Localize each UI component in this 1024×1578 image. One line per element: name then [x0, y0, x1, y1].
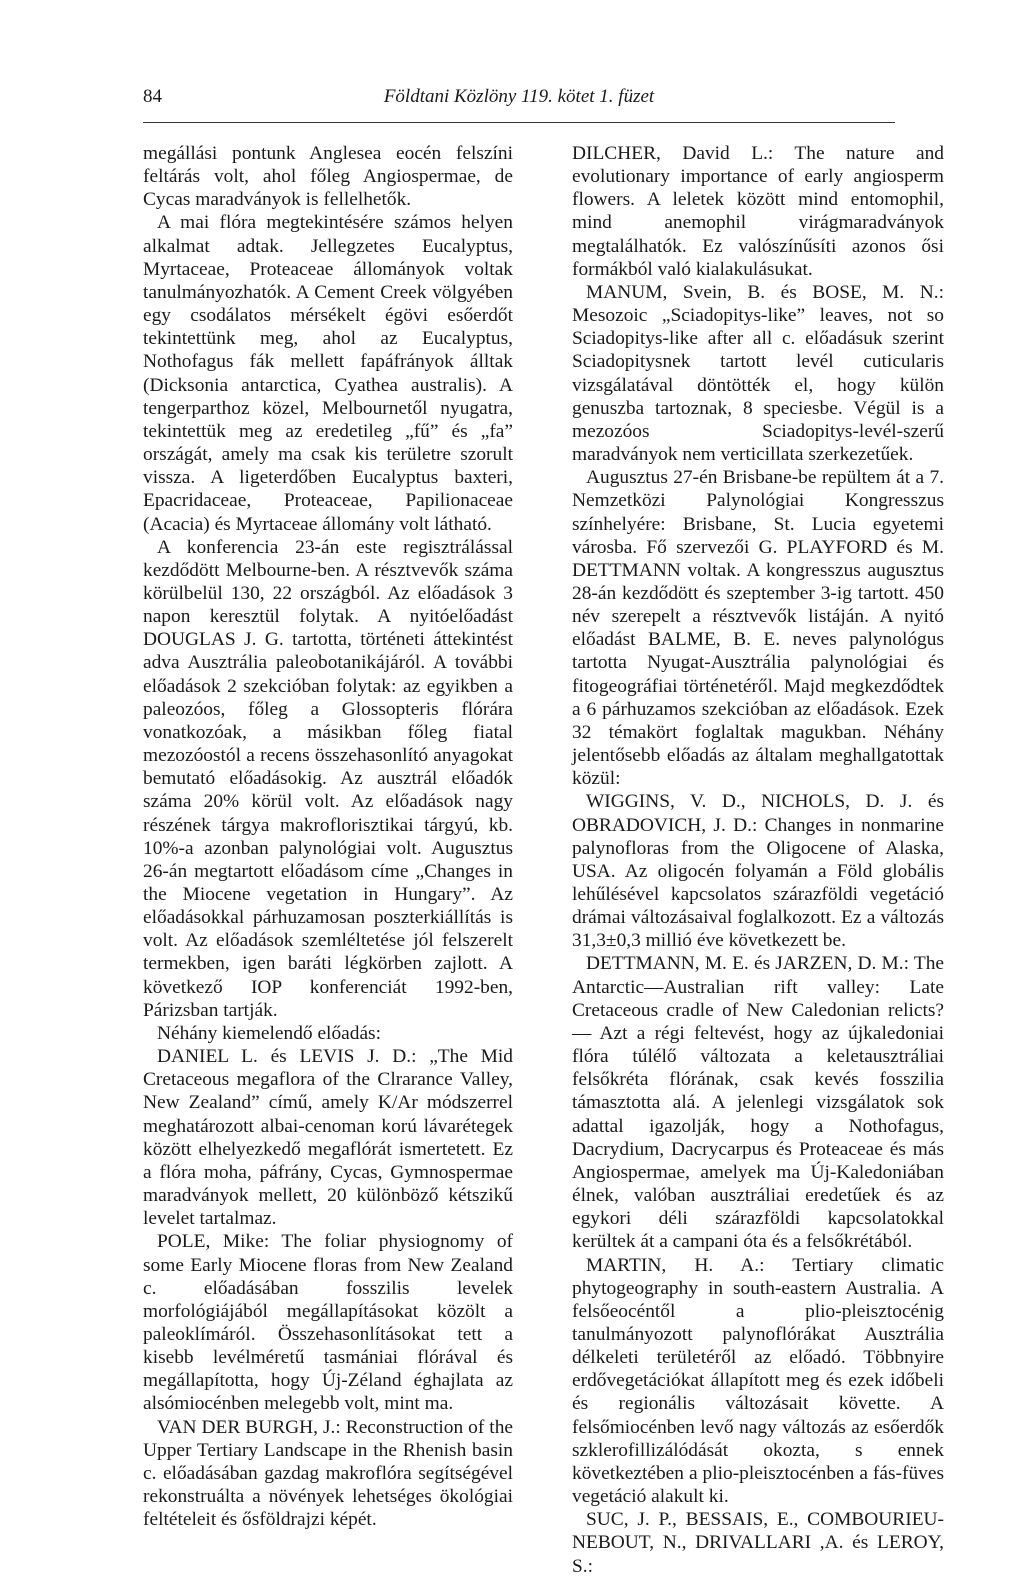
left-column [143, 142, 513, 1531]
right-column [572, 142, 944, 1578]
paragraph: A konferencia 23-án este regisztrálással kezdődött Melbourne-ben. A résztvevők száma körülbelül 130, 22 országból. Az előadások 3 napon keresztül folytak. A nyitóelőadást DOUGLAS J. G. tartotta, történeti áttekintést adva Ausztrália paleobotanikájáról. A további előadások 2 szekcióban folytak: az egyikben a paleozóos, főleg a Glossopteris flórára vonatkozóak, a másikban főleg fiatal mezozóostól a recens összehasonlító anyagokat bemutató előadásokig. Az ausztrál előadók száma 20% körül volt. Az előadások nagy részének tárgya makroflorisztikai tárgyú, kb. 10%-a azonban palynológiai volt. Augusztus 26-án megtartott előadásom címe „Changes in the Miocene vegetation in Hungary”. Az előadásokkal párhuzamosan poszterkiállítás is volt. Az előadások szemléltetése jól felszerelt termekben, igen baráti légkörben zajlott. A következő IOP konferenciát 1992-ben, Párizsban tartják. [143, 536, 513, 1021]
paragraph: MARTIN, H. A.: Tertiary climatic phytogeography in south-eastern Australia. A felsőeocéntől a plio-pleisztocénig tanulmányozott palynoflórákat Ausztrália délkeleti területéről az előadó. Többnyire erdővegetációkat állapított meg és ezek időbeli és regionális változásait követte. A felsőmiocénben levő nagy változás az esőerdők szklerofillizálódását okozta, s ennek következtében a plio-pleisztocénben a fás-füves vegetáció alakult ki. [572, 1254, 944, 1508]
running-header [143, 86, 895, 114]
paragraph: WIGGINS, V. D., NICHOLS, D. J. és OBRADOVICH, J. D.: Changes in nonmarine palynofloras from the Oligocene of Alaska, USA. Az oligocén folyamán a Föld globális lehűlésével kapcsolatos szárazföldi vegetáció drámai változásaival foglalkozott. Ez a változás 31,3±0,3 millió éve következett be. [572, 791, 944, 952]
paragraph: DILCHER, David L.: The nature and evolutionary importance of early angiosperm flowers. A leletek között mind entomophil, mind anemophil virágmaradványok megtalálhatók. Ez valószínűsíti azonos ősi formákból való kialakulásukat. [572, 143, 944, 280]
paragraph: DANIEL L. és LEVIS J. D.: „The Mid Cretaceous megaflora of the Clrarance Valley, New Zealand” című, amely K/Ar módszerrel meghatározott albai-cenoman korú lávarétegek között elhelyezkedő megaflórát ismertetett. Ez a flóra moha, páfrány, Cycas, Gymnospermae maradványok mellett, 20 különböző kétszikű levelet tartalmaz. [143, 1046, 513, 1230]
page-number: 84 [143, 86, 162, 107]
paragraph: Néhány kiemelendő előadás: [157, 1022, 381, 1044]
paragraph: VAN DER BURGH, J.: Reconstruction of the Upper Tertiary Landscape in the Rhenish basin c. előadásában gazdag makroflóra segítségével rekonstruálta a növények lehetséges ökológiai feltételeit és ősföldrajzi képét. [143, 1416, 513, 1531]
paragraph: MANUM, Svein, B. és BOSE, M. N.: Mesozoic „Sciadopitys-like” leaves, not so Sciadopitys-like after all c. előadásuk szerint Sciadopitysnek tartott levél cuticularis vizsgálatával döntötték el, hogy külön genuszba tartoznak, 8 speciesbe. Végül is a mezozóos Sciadopitys-levél-szerű maradványok nem verticillata szerkezetűek. [572, 281, 944, 466]
paragraph: DETTMANN, M. E. és JARZEN, D. M.: The Antarctic—Australian rift valley: Late Cretaceous cradle of New Caledonian relicts? — Azt a régi feltevést, hogy az újkaledoniai flóra túlélő változata a keletausztráliai felsőkréta flórának, csak kevés fosszilia támasztotta alá. A jelenlegi vizsgálatok sok adattal igazolják, hogy a Nothofagus, Dacrydium, Dacrycarpus és Proteaceae és más Angiospermae, amelyek ma Új-Kaledoniában élnek, valóban ausztráliai eredetűek és az egykori déli szárazföldi kapcsolatokkal kerültek át a campani óta és a felsőkrétából. [572, 953, 944, 1253]
paragraph: A mai flóra megtekintésére számos helyen alkalmat adtak. Jellegzetes Eucalyptus, Myrtaceae, Proteaceae állományok voltak tanulmányozhatók. A Cement Creek völgyében egy csodálatos mérsékelt égövi esőerdőt tekintettünk meg, ahol az Eucalyptus, Nothofagus fák mellett fapáfrányok álltak (Dicksonia antarctica, Cyathea australis). A tengerparthoz közel, Melbournetől nyugatra, tekintettük meg az eredetileg „fű” és „fa” országát, amely ma csak kis területre szorult vissza. A ligeterdőben Eucalyptus baxteri, Epacridaceae, Proteaceae, Papilionaceae (Acacia) és Myrtaceae állomány volt látható. [143, 212, 513, 535]
paragraph: POLE, Mike: The foliar physiognomy of some Early Miocene floras from New Zealand c. előadásában fosszilis levelek morfológiájából megállapításokat közölt a paleoklímáról. Összehasonlításokat tett a kisebb levélméretű tasmániai flórával és megállapította, hogy Új-Zéland éghajlata az alsómiocénben melegebb volt, mint ma. [143, 1231, 513, 1415]
journal-title: Földtani Közlöny 119. kötet 1. füzet [383, 86, 655, 107]
paragraph: Augusztus 27-én Brisbane-be repültem át a 7. Nemzetközi Palynológiai Kongresszus színhelyére: Brisbane, St. Lucia egyetemi városba. Fő szervezői G. PLAYFORD és M. DETTMANN voltak. A kongresszus augusztus 28-án kezdődött és szeptember 3-ig tartott. 450 név szerepelt a résztvevők listáján. A nyitó előadást BALME, B. E. neves palynológus tartotta Nyugat-Ausztrália palynológiai és fitogeográfiai történetéről. Majd megkezdődtek a 6 párhuzamos szekcióban az előadások. Ezek 32 témakört foglaltak magukban. Néhány jelentősebb előadás az általam meghallgatottak közül: [572, 467, 944, 790]
header-rule [143, 122, 895, 123]
paragraph: SUC, J. P., BESSAIS, E., COMBOURIEU-NEBOUT, N., DRIVALLARI ,A. és LEROY, S.: [572, 1509, 944, 1577]
paragraph: megállási pontunk Anglesea eocén felszíni feltárás volt, ahol főleg Angiospermae, de Cycas maradványok is fellelhetők. [143, 143, 513, 211]
